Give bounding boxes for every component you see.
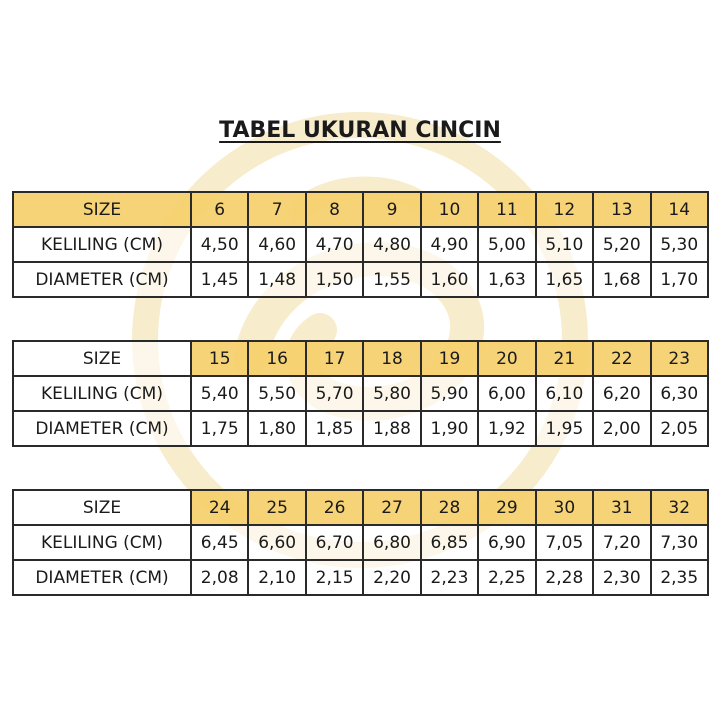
diameter-label: DIAMETER (CM) (13, 560, 191, 595)
size-cell: 24 (191, 490, 248, 525)
diameter-cell: 2,23 (421, 560, 478, 595)
keliling-cell: 7,30 (651, 525, 709, 560)
diameter-cell: 2,10 (248, 560, 305, 595)
diameter-cell: 1,70 (651, 262, 709, 297)
size-cell: 6 (191, 192, 248, 227)
size-cell: 20 (478, 341, 535, 376)
diameter-label: DIAMETER (CM) (13, 262, 191, 297)
size-cell: 13 (593, 192, 650, 227)
size-cell: 29 (478, 490, 535, 525)
diameter-row (13, 411, 708, 446)
size-label: SIZE (13, 490, 191, 525)
size-cell: 18 (363, 341, 420, 376)
keliling-row (13, 376, 708, 411)
size-cell: 19 (421, 341, 478, 376)
keliling-cell: 5,90 (421, 376, 478, 411)
diameter-cell: 1,88 (363, 411, 420, 446)
size-cell: 12 (536, 192, 593, 227)
diameter-cell: 1,60 (421, 262, 478, 297)
keliling-cell: 4,60 (248, 227, 305, 262)
diameter-cell: 2,08 (191, 560, 248, 595)
diameter-cell: 1,92 (478, 411, 535, 446)
diameter-cell: 1,95 (536, 411, 593, 446)
diameter-cell: 1,85 (306, 411, 363, 446)
size-table-2 (12, 340, 709, 447)
size-cell: 8 (306, 192, 363, 227)
diameter-cell: 1,80 (248, 411, 305, 446)
keliling-cell: 5,10 (536, 227, 593, 262)
keliling-cell: 4,80 (363, 227, 420, 262)
diameter-cell: 1,55 (363, 262, 420, 297)
size-label: SIZE (13, 192, 191, 227)
size-cell: 27 (363, 490, 420, 525)
diameter-cell: 2,35 (651, 560, 709, 595)
keliling-cell: 6,45 (191, 525, 248, 560)
diameter-cell: 1,50 (306, 262, 363, 297)
keliling-cell: 6,90 (478, 525, 535, 560)
keliling-cell: 6,70 (306, 525, 363, 560)
diameter-cell: 2,15 (306, 560, 363, 595)
size-cell: 15 (191, 341, 248, 376)
diameter-cell: 2,25 (478, 560, 535, 595)
size-label: SIZE (13, 341, 191, 376)
diameter-cell: 2,28 (536, 560, 593, 595)
size-cell: 32 (651, 490, 709, 525)
keliling-row (13, 227, 708, 262)
keliling-label: KELILING (CM) (13, 525, 191, 560)
size-cell: 21 (536, 341, 593, 376)
diameter-cell: 1,90 (421, 411, 478, 446)
size-row (13, 341, 708, 376)
page-title: TABEL UKURAN CINCIN (219, 118, 501, 143)
diameter-cell: 1,48 (248, 262, 305, 297)
size-cell: 17 (306, 341, 363, 376)
size-cell: 16 (248, 341, 305, 376)
keliling-cell: 5,70 (306, 376, 363, 411)
diameter-row (13, 560, 708, 595)
keliling-cell: 5,20 (593, 227, 650, 262)
size-row (13, 192, 708, 227)
size-cell: 22 (593, 341, 650, 376)
keliling-cell: 5,80 (363, 376, 420, 411)
diameter-cell: 1,75 (191, 411, 248, 446)
keliling-cell: 7,20 (593, 525, 650, 560)
size-cell: 11 (478, 192, 535, 227)
keliling-label: KELILING (CM) (13, 376, 191, 411)
keliling-cell: 6,20 (593, 376, 650, 411)
keliling-row (13, 525, 708, 560)
size-cell: 14 (651, 192, 709, 227)
size-cell: 31 (593, 490, 650, 525)
size-table-1 (12, 191, 709, 298)
diameter-cell: 1,68 (593, 262, 650, 297)
keliling-cell: 5,50 (248, 376, 305, 411)
keliling-cell: 5,00 (478, 227, 535, 262)
size-cell: 9 (363, 192, 420, 227)
size-cell: 23 (651, 341, 709, 376)
keliling-cell: 6,80 (363, 525, 420, 560)
size-cell: 10 (421, 192, 478, 227)
keliling-cell: 4,70 (306, 227, 363, 262)
diameter-cell: 1,45 (191, 262, 248, 297)
size-cell: 7 (248, 192, 305, 227)
diameter-cell: 1,63 (478, 262, 535, 297)
keliling-cell: 6,00 (478, 376, 535, 411)
size-cell: 30 (536, 490, 593, 525)
size-table-3 (12, 489, 709, 596)
keliling-cell: 7,05 (536, 525, 593, 560)
keliling-cell: 4,90 (421, 227, 478, 262)
size-cell: 28 (421, 490, 478, 525)
diameter-cell: 2,20 (363, 560, 420, 595)
keliling-cell: 4,50 (191, 227, 248, 262)
size-row (13, 490, 708, 525)
keliling-cell: 5,40 (191, 376, 248, 411)
diameter-label: DIAMETER (CM) (13, 411, 191, 446)
diameter-row (13, 262, 708, 297)
size-cell: 26 (306, 490, 363, 525)
keliling-cell: 6,30 (651, 376, 709, 411)
diameter-cell: 1,65 (536, 262, 593, 297)
diameter-cell: 2,05 (651, 411, 709, 446)
keliling-cell: 6,60 (248, 525, 305, 560)
keliling-label: KELILING (CM) (13, 227, 191, 262)
keliling-cell: 6,10 (536, 376, 593, 411)
size-cell: 25 (248, 490, 305, 525)
diameter-cell: 2,30 (593, 560, 650, 595)
keliling-cell: 5,30 (651, 227, 709, 262)
diameter-cell: 2,00 (593, 411, 650, 446)
keliling-cell: 6,85 (421, 525, 478, 560)
